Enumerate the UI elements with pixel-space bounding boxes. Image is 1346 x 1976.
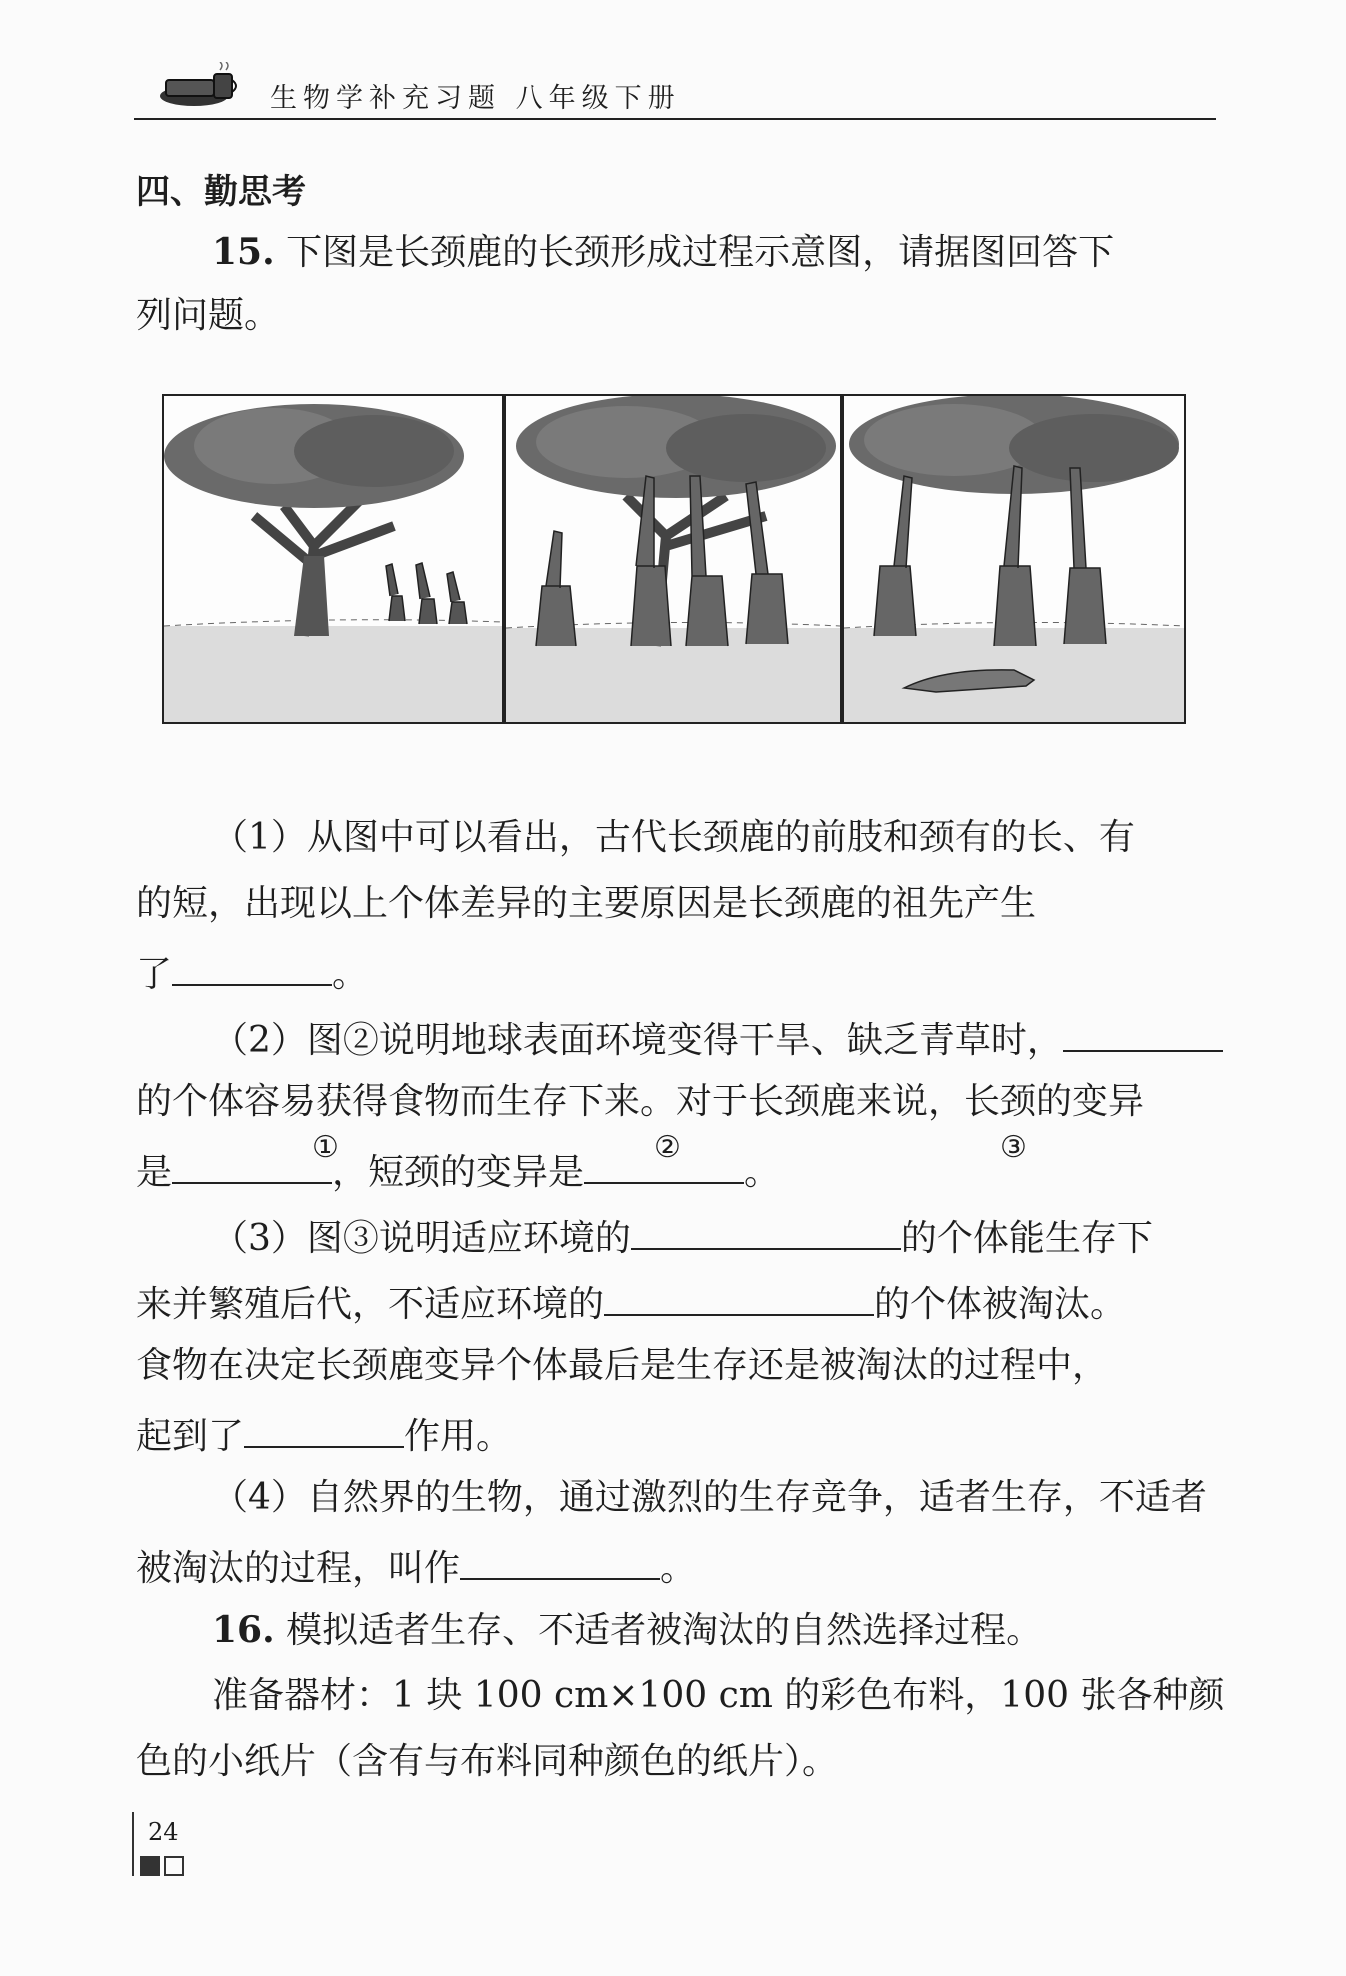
answer-blank-7[interactable] (244, 1412, 404, 1448)
answer-blank-8[interactable] (460, 1544, 660, 1580)
q15-p3-line1 (212, 1214, 1153, 1259)
q16-number: 16. (212, 1609, 275, 1651)
q16-materials-line2: 色的小纸片（含有与布料同种颜色的纸片）。 (136, 1741, 839, 1782)
q15-p1-line2: 的短，出现以上个体差异的主要原因是长颈鹿的祖先产生 (136, 883, 1037, 924)
q15-stem-line1 (212, 232, 1114, 273)
q15-p3-line3: 食物在决定长颈鹿变异个体最后是生存还是被淘汰的过程中， (136, 1345, 1109, 1386)
figure-panel-3 (842, 394, 1186, 724)
empty-square-icon (164, 1856, 184, 1876)
q15-p4-end: 。 (660, 1548, 697, 1589)
figure-label-3: ③ (1000, 1130, 1027, 1165)
figure-label-2: ② (654, 1130, 681, 1165)
q15-stem-line2: 列问题。 (136, 295, 281, 336)
q15-p2-text: （2）图②说明地球表面环境变得干旱、缺乏青草时， (212, 1020, 1063, 1061)
q15-p2-line2: 的个体容易获得食物而生存下来。对于长颈鹿来说，长颈的变异 (136, 1081, 1145, 1122)
q15-stem-text: 下图是长颈鹿的长颈形成过程示意图，请据图回答下 (286, 232, 1115, 273)
q15-p3-text-b: 的个体能生存下 (900, 1218, 1153, 1259)
filled-square-icon (140, 1856, 160, 1876)
figure-panel-1 (162, 394, 504, 724)
q15-p4-line1: （4）自然界的生物，通过激烈的生存竞争，适者生存，不适者 (212, 1477, 1207, 1518)
q15-p1-line3 (136, 950, 368, 995)
q15-number: 15. (212, 231, 275, 273)
long-neck-giraffes-survive-illustration (844, 396, 1184, 722)
giraffes-reaching-tree-illustration (506, 396, 840, 722)
q15-p3-end: 作用。 (404, 1416, 513, 1457)
q15-p2-text-b: ，短颈的变异是 (332, 1152, 585, 1193)
q15-p1-text: 了 (136, 954, 173, 995)
q15-p1-end: 。 (332, 954, 369, 995)
q15-p2-line1 (212, 1016, 1223, 1061)
q15-p2-text-a: 是 (136, 1152, 173, 1193)
book-cup-logo-icon (158, 62, 242, 112)
figure-panel-2 (504, 394, 842, 724)
answer-blank-1[interactable] (172, 950, 332, 986)
q15-p3-text-a: （3）图③说明适应环境的 (212, 1218, 631, 1259)
q16-stem (212, 1610, 1042, 1651)
q15-p1-line1: （1）从图中可以看出，古代长颈鹿的前肢和颈有的长、有 (212, 817, 1135, 858)
q16-stem-text: 模拟适者生存、不适者被淘汰的自然选择过程。 (286, 1610, 1043, 1651)
q15-p2-end: 。 (744, 1152, 781, 1193)
figure-label-1: ① (312, 1130, 339, 1165)
q15-p3-text-c: 来并繁殖后代，不适应环境的 (136, 1284, 605, 1325)
answer-blank-5[interactable] (631, 1214, 901, 1250)
q15-p4-line2 (136, 1544, 696, 1589)
page-number: 24 (148, 1818, 179, 1846)
q16-materials-line1: 准备器材：1 块 100 cm×100 cm 的彩色布料，100 张各种颜 (212, 1675, 1225, 1716)
answer-blank-4[interactable] (584, 1148, 744, 1184)
q15-p3-line4 (136, 1412, 512, 1457)
q15-p4-text: 被淘汰的过程，叫作 (136, 1548, 461, 1589)
answer-blank-3[interactable] (172, 1148, 332, 1184)
q15-p3-text-e: 起到了 (136, 1416, 245, 1457)
answer-blank-6[interactable] (604, 1280, 874, 1316)
header-title: 生物学补充习题 八年级下册 (270, 83, 681, 114)
q15-p2-line3 (136, 1148, 780, 1193)
q15-p3-line2 (136, 1280, 1126, 1325)
header-divider (134, 118, 1216, 120)
q15-p3-text-d: 的个体被淘汰。 (874, 1284, 1127, 1325)
tree-with-short-giraffes-illustration (164, 396, 502, 722)
section-title: 四、勤思考 (136, 172, 306, 212)
answer-blank-2[interactable] (1063, 1016, 1223, 1052)
footer-divider (132, 1812, 134, 1876)
